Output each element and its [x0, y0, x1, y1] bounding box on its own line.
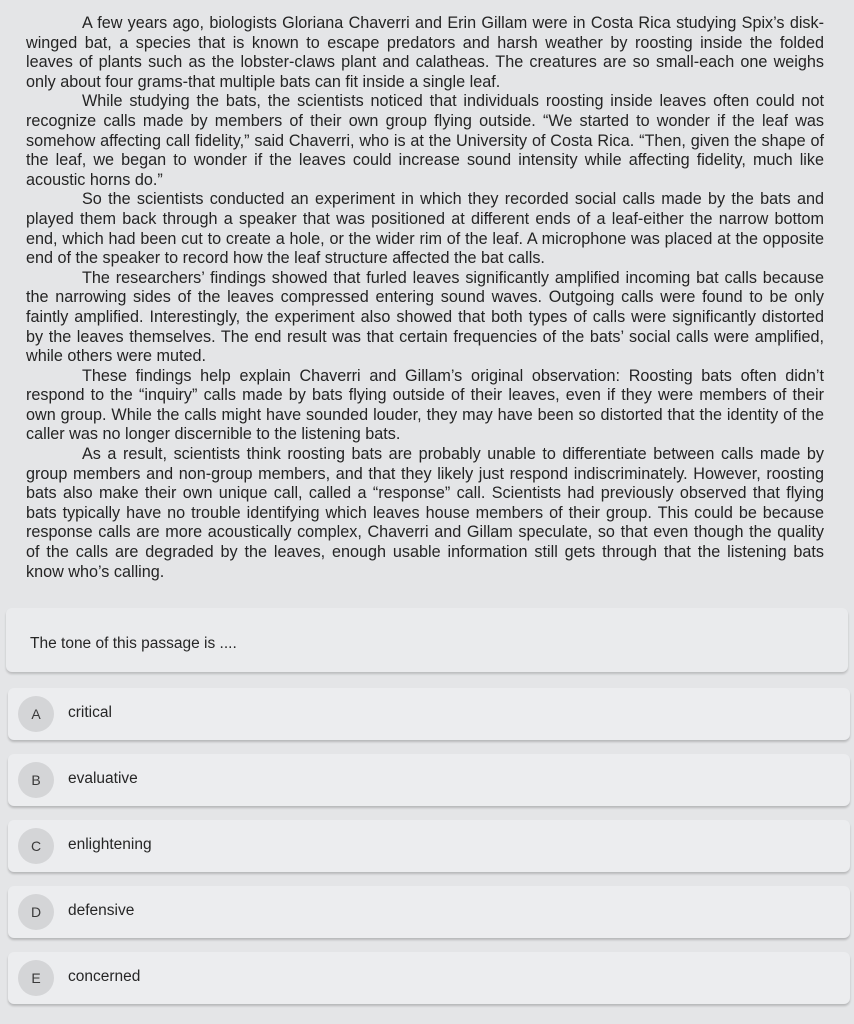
option-letter-badge: D — [18, 894, 54, 930]
option-letter-badge: B — [18, 762, 54, 798]
reading-passage — [26, 14, 824, 582]
option-a[interactable] — [8, 688, 850, 740]
option-letter-badge: E — [18, 960, 54, 996]
passage-paragraph-2: While studying the bats, the scientists noticed that individuals roosting inside leaves often could not recognize calls made by members of their own group flying outside. “We started to wonder if the leaf was somehow affecting call fidelity,” said Chaverri, who is at the University of Costa Rica. “Then, given the shape of the leaf, we began to wonder if the leaves could increase sound intensity while affecting fidelity, much like acoustic horns do.” — [26, 92, 824, 189]
option-b[interactable] — [8, 754, 850, 806]
question-card — [6, 608, 848, 672]
option-letter-badge: A — [18, 696, 54, 732]
passage-paragraph-5: These findings help explain Chaverri and Gillam’s original observation: Roosting bats often didn’t respond to the “inquiry” calls made by bats flying outside of their leaves, even if they were members of their own group. While the calls might have sounded louder, they may have been so distorted that the identity of the caller was no longer discernible to the listening bats. — [26, 366, 824, 444]
passage-paragraph-3: So the scientists conducted an experiment in which they recorded social calls made by the bats and played them back through a speaker that was positioned at different ends of a leaf-either the narrow bottom end, which had been cut to create a hole, or the wider rim of the leaf. A microphone was placed at the opposite end of the speaker to record how the leaf structure affected the bat calls. — [26, 190, 824, 268]
passage-paragraph-6: As a result, scientists think roosting bats are probably unable to differentiate between calls made by group members and non-group members, and that they likely just respond indiscriminately. However, roosting bats also make their own unique call, called a “response” call. Scientists had previously observed that flying bats typically have no trouble identifying which leaves house members of their group. This could be because response calls are more acoustically complex, Chaverri and Gillam speculate, so that even though the quality of the calls are degraded by the leaves, enough usable information still gets through that the listening bats know who’s calling. — [26, 445, 824, 581]
option-d[interactable] — [8, 886, 850, 938]
option-label: critical — [68, 704, 112, 721]
passage-paragraph-1: A few years ago, biologists Gloriana Chaverri and Erin Gillam were in Costa Rica studying Spix’s disk-winged bat, a species that is known to escape predators and harsh weather by roosting inside the folded leaves of plants such as the lobster-claws plant and calatheas. The creatures are so small-each one weighs only about four grams-that multiple bats can fit inside a single leaf. — [26, 14, 824, 91]
option-label: enlightening — [68, 836, 152, 853]
option-label: concerned — [68, 968, 141, 985]
option-letter-badge: C — [18, 828, 54, 864]
option-c[interactable] — [8, 820, 850, 872]
question-text: The tone of this passage is .... — [30, 635, 237, 652]
option-label: defensive — [68, 902, 135, 919]
passage-paragraph-4: The researchers’ findings showed that furled leaves significantly amplified incoming bat calls because the narrowing sides of the leaves compressed entering sound waves. Outgoing calls were found to be only faintly amplified. Interestingly, the experiment also showed that both types of calls were significantly distorted by the leaves themselves. The end result was that certain frequencies of the bats’ social calls were amplified, while others were muted. — [26, 268, 824, 366]
option-label: evaluative — [68, 770, 138, 787]
option-e[interactable] — [8, 952, 850, 1004]
